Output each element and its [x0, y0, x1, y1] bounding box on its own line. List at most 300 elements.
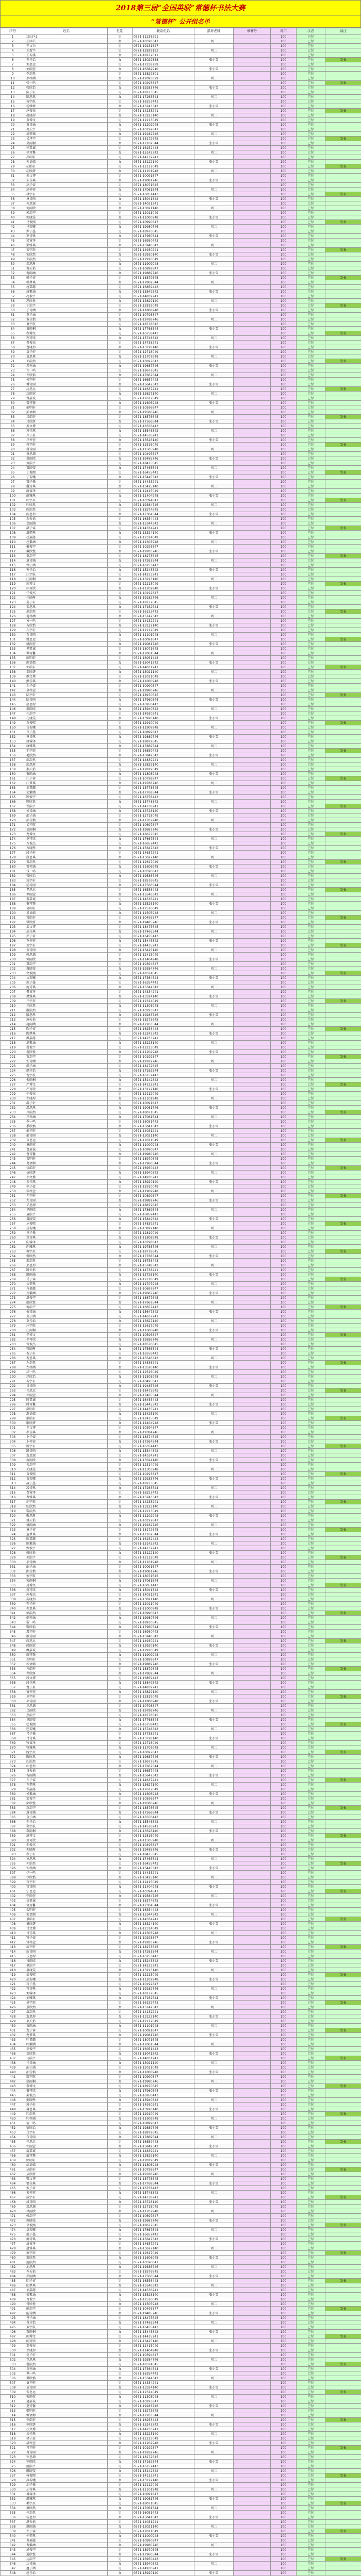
- cell-gender: 男: [108, 2297, 133, 2302]
- cell-status: 已付: [297, 716, 325, 721]
- cell-coach: [194, 489, 234, 494]
- table-row: [1, 1797, 361, 1801]
- table-row: [1, 1444, 361, 1449]
- roster-body: [1, 35, 361, 2576]
- cell-entry-no: [234, 1834, 271, 1838]
- cell-coach: [194, 2288, 234, 2293]
- cell-gender: 男: [108, 739, 133, 744]
- cell-gender: 男: [108, 1157, 133, 1161]
- table-row: [1, 633, 361, 637]
- cell-fee: 100: [271, 1579, 297, 1583]
- cell-phone: 0571-13829140: [133, 1226, 194, 1231]
- cell-phone: 0571-19283746: [133, 549, 194, 554]
- cell-no: 9: [1, 72, 25, 76]
- cell-phone: 0571-14930241: [133, 711, 194, 716]
- cell-no: 111: [1, 545, 25, 549]
- cell-remark: [325, 531, 361, 535]
- cell-phone: 0571-16556443: [133, 424, 194, 429]
- cell-gender: 女: [108, 1180, 133, 1184]
- cell-phone: 0571-15546342: [133, 1820, 194, 1824]
- cell-fee: 100: [271, 651, 297, 656]
- cell-entry-no: [234, 651, 271, 656]
- cell-gender: 男: [108, 2121, 133, 2126]
- cell-gender: 男: [108, 2242, 133, 2246]
- table-row: [1, 1848, 361, 1852]
- table-row: [1, 2107, 361, 2112]
- cell-coach: [194, 1852, 234, 1857]
- cell-gender: 女: [108, 596, 133, 600]
- cell-no: 75: [1, 378, 25, 382]
- cell-no: 49: [1, 257, 25, 262]
- cell-name: 路雨涵: [25, 1273, 108, 1277]
- table-row: [1, 2205, 361, 2209]
- cell-coach: [194, 1945, 234, 1950]
- cell-gender: 女: [108, 466, 133, 470]
- cell-fee: 100: [271, 744, 297, 749]
- cell-name: 贺诗雨: [25, 948, 108, 953]
- cell-phone: 0571-10394847: [133, 962, 194, 967]
- cell-status: 已付: [297, 1129, 325, 1133]
- cell-coach: [194, 1797, 234, 1801]
- cell-entry-no: [234, 1319, 271, 1324]
- table-row: [1, 322, 361, 327]
- cell-coach: [194, 201, 234, 206]
- cell-entry-no: [234, 609, 271, 614]
- cell-status: 已付: [297, 1806, 325, 1810]
- cell-coach: [194, 1880, 234, 1885]
- cell-name: 李梓涵: [25, 76, 108, 81]
- cell-gender: 男: [108, 1342, 133, 1347]
- table-row: [1, 2177, 361, 2181]
- cell-phone: 0571-19384746: [133, 967, 194, 971]
- cell-name: 乌雨欣: [25, 1708, 108, 1713]
- cell-name: 暴欣妍: [25, 1922, 108, 1926]
- cell-gender: 男: [108, 2056, 133, 2061]
- cell-gender: 女: [108, 2024, 133, 2028]
- cell-coach: 张小雪: [194, 1903, 234, 1908]
- cell-no: 27: [1, 155, 25, 160]
- roster-table: [0, 28, 361, 2576]
- cell-name: 印梓涵: [25, 2116, 108, 2121]
- cell-name: 陆诗雨: [25, 698, 108, 702]
- cell-fee: 100: [271, 197, 297, 201]
- cell-fee: 100: [271, 2191, 297, 2195]
- cell-name: 高子豪: [25, 183, 108, 188]
- cell-entry-no: [234, 2191, 271, 2195]
- cell-name: 易语嫣: [25, 911, 108, 916]
- cell-name: 厉宇轩: [25, 1945, 108, 1950]
- cell-phone: 0571-17263544: [133, 95, 194, 99]
- cell-no: 5: [1, 53, 25, 58]
- cell-status: 已付: [297, 257, 325, 262]
- cell-remark: 发表: [325, 2140, 361, 2144]
- table-row: [1, 1699, 361, 1704]
- cell-phone: 0571-13122140: [133, 623, 194, 628]
- cell-phone: 0571-18273645: [133, 90, 194, 95]
- cell-fee: 100: [271, 1092, 297, 1096]
- cell-fee: 100: [271, 322, 297, 327]
- cell-name: 傅宇轩: [25, 378, 108, 382]
- table-row: [1, 197, 361, 201]
- cell-remark: 发表: [325, 1694, 361, 1699]
- cell-remark: [325, 1189, 361, 1194]
- cell-phone: 0571-13627140: [133, 1783, 194, 1787]
- cell-entry-no: [234, 1987, 271, 1991]
- cell-coach: [194, 2325, 234, 2330]
- cell-status: 已付: [297, 443, 325, 447]
- cell-phone: 0571-19980746: [133, 1616, 194, 1620]
- cell-name: 耿皓轩: [25, 1416, 108, 1421]
- cell-remark: 发表: [325, 1583, 361, 1588]
- cell-gender: 男: [108, 62, 133, 67]
- table-row: [1, 290, 361, 294]
- cell-gender: 女: [108, 392, 133, 396]
- cell-status: 已付: [297, 48, 325, 53]
- cell-no: 70: [1, 354, 25, 359]
- cell-name: 巴若曦: [25, 1727, 108, 1732]
- cell-coach: [194, 563, 234, 568]
- table-row: [1, 118, 361, 123]
- cell-phone: 0571-17263544: [133, 1486, 194, 1490]
- cell-name: 安诗涵: [25, 1059, 108, 1064]
- cell-remark: 发表: [325, 860, 361, 865]
- cell-coach: [194, 962, 234, 967]
- table-row: [1, 2274, 361, 2279]
- cell-status: 已付: [297, 322, 325, 327]
- cell-entry-no: [234, 2242, 271, 2246]
- cell-coach: [194, 730, 234, 735]
- cell-fee: 100: [271, 1212, 297, 1217]
- cell-name: 崔子墨: [25, 730, 108, 735]
- cell-phone: 0571-15445342: [133, 2330, 194, 2334]
- cell-no: 104: [1, 512, 25, 517]
- cell-no: 29: [1, 164, 25, 169]
- cell-phone: 0571-13920140: [133, 252, 194, 257]
- table-row: [1, 1421, 361, 1426]
- cell-remark: [325, 2311, 361, 2316]
- cell-fee: 100: [271, 2288, 297, 2293]
- cell-remark: [325, 317, 361, 322]
- cell-fee: 100: [271, 1231, 297, 1235]
- cell-coach: 张小雪: [194, 1365, 234, 1370]
- cell-fee: 100: [271, 591, 297, 596]
- cell-phone: 0571-10899847: [133, 730, 194, 735]
- cell-gender: 女: [108, 605, 133, 609]
- cell-entry-no: [234, 1222, 271, 1226]
- cell-name: 赖浩宇: [25, 2214, 108, 2218]
- cell-status: 已付: [297, 62, 325, 67]
- cell-coach: 刘二: [194, 1041, 234, 1045]
- cell-phone: 0571-11000948: [133, 2070, 194, 2075]
- cell-remark: 发表: [325, 1861, 361, 1866]
- cell-name: 韦文博: [25, 1175, 108, 1180]
- cell-no: 495: [1, 2325, 25, 2330]
- cell-coach: 刘二: [194, 781, 234, 786]
- cell-status: 已付: [297, 2019, 325, 2024]
- cell-no: 334: [1, 1579, 25, 1583]
- cell-entry-no: [234, 897, 271, 902]
- cell-name: 冯俊宇: [25, 294, 108, 299]
- cell-remark: [325, 2079, 361, 2084]
- cell-fee: 100: [271, 354, 297, 359]
- cell-phone: 0571-13425140: [133, 1412, 194, 1416]
- cell-gender: 女: [108, 1087, 133, 1092]
- cell-coach: [194, 1324, 234, 1328]
- cell-phone: 0571-19687746: [133, 827, 194, 832]
- cell-no: 392: [1, 1848, 25, 1852]
- cell-coach: [194, 1240, 234, 1245]
- cell-fee: 100: [271, 2232, 297, 2237]
- cell-entry-no: [234, 2237, 271, 2242]
- table-row: [1, 410, 361, 415]
- cell-fee: 100: [271, 387, 297, 392]
- cell-gender: 女: [108, 373, 133, 378]
- cell-status: 已付: [297, 985, 325, 990]
- cell-name: 暴皓轩: [25, 1917, 108, 1922]
- cell-phone: 0571-17465544: [133, 929, 194, 934]
- cell-status: 已付: [297, 665, 325, 670]
- cell-fee: 100: [271, 1546, 297, 1551]
- cell-name: 赖晓雯: [25, 2218, 108, 2223]
- cell-no: 1: [1, 35, 25, 39]
- cell-remark: [325, 841, 361, 846]
- cell-gender: 男: [108, 183, 133, 188]
- cell-fee: 100: [271, 2126, 297, 2130]
- cell-no: 311: [1, 1472, 25, 1477]
- table-row: [1, 735, 361, 739]
- cell-coach: [194, 1268, 234, 1273]
- cell-coach: [194, 331, 234, 336]
- cell-coach: [194, 814, 234, 818]
- cell-status: 已付: [297, 1370, 325, 1375]
- cell-name: 刘思远: [25, 62, 108, 67]
- cell-gender: 女: [108, 577, 133, 582]
- cell-entry-no: [234, 1639, 271, 1643]
- cell-entry-no: [234, 461, 271, 466]
- cell-status: 已付: [297, 1449, 325, 1453]
- table-row: [1, 396, 361, 401]
- cell-name: 阴子睿: [25, 2279, 108, 2283]
- cell-gender: 男: [108, 405, 133, 410]
- cell-gender: 男: [108, 980, 133, 985]
- cell-phone: 0571-17960544: [133, 234, 194, 239]
- cell-name: 隗欣然: [25, 1755, 108, 1759]
- cell-gender: 女: [108, 252, 133, 257]
- cell-coach: [194, 1667, 234, 1671]
- cell-no: 12: [1, 86, 25, 90]
- table-row: [1, 1022, 361, 1027]
- table-row: [1, 1792, 361, 1797]
- cell-name: 薛睿泽: [25, 489, 108, 494]
- cell-status: 已付: [297, 373, 325, 378]
- cell-status: 已付: [297, 1829, 325, 1834]
- cell-phone: 0571-16051443: [133, 1120, 194, 1124]
- cell-remark: [325, 35, 361, 39]
- cell-no: 101: [1, 498, 25, 503]
- cell-gender: 男: [108, 1759, 133, 1764]
- cell-entry-no: [234, 563, 271, 568]
- cell-phone: 0571-18576645: [133, 878, 194, 883]
- cell-remark: [325, 730, 361, 735]
- cell-name: 凌子墨: [25, 1481, 108, 1486]
- cell-entry-no: [234, 1657, 271, 1662]
- cell-entry-no: [234, 688, 271, 693]
- cell-no: 309: [1, 1463, 25, 1467]
- cell-name: 蓬浩宇: [25, 1806, 108, 1810]
- cell-no: 447: [1, 2103, 25, 2107]
- cell-coach: 张小雪: [194, 1514, 234, 1518]
- cell-gender: 男: [108, 1518, 133, 1523]
- cell-no: 145: [1, 702, 25, 707]
- cell-no: 313: [1, 1481, 25, 1486]
- cell-entry-no: [234, 387, 271, 392]
- cell-status: 已付: [297, 317, 325, 322]
- cell-remark: [325, 201, 361, 206]
- cell-name: 温思琪: [25, 1106, 108, 1110]
- cell-gender: 女: [108, 2293, 133, 2297]
- cell-no: 376: [1, 1773, 25, 1778]
- cell-no: 430: [1, 2024, 25, 2028]
- cell-name: 庄宇航: [25, 1324, 108, 1328]
- cell-entry-no: [234, 1384, 271, 1388]
- cell-status: 已付: [297, 452, 325, 456]
- cell-name: 阎思彤: [25, 512, 108, 517]
- table-row: [1, 1973, 361, 1977]
- cell-gender: 男: [108, 2177, 133, 2181]
- cell-remark: [325, 920, 361, 925]
- cell-no: 438: [1, 2061, 25, 2065]
- table-row: [1, 150, 361, 155]
- cell-gender: 男: [108, 211, 133, 215]
- cell-status: 已付: [297, 1982, 325, 1987]
- table-row: [1, 929, 361, 934]
- cell-remark: [325, 577, 361, 582]
- table-row: [1, 1504, 361, 1509]
- cell-name: 左梓涵: [25, 1365, 108, 1370]
- table-row: [1, 1500, 361, 1504]
- cell-gender: 男: [108, 563, 133, 568]
- cell-no: 175: [1, 841, 25, 846]
- cell-phone: 0571-10798847: [133, 776, 194, 781]
- cell-name: 赖雨欣: [25, 957, 108, 962]
- cell-no: 349: [1, 1648, 25, 1653]
- cell-gender: 男: [108, 2158, 133, 2163]
- cell-phone: 0571-12314049: [133, 535, 194, 540]
- cell-remark: [325, 572, 361, 577]
- cell-gender: 女: [108, 197, 133, 201]
- cell-coach: [194, 1537, 234, 1541]
- cell-name: 家雨桐: [25, 1579, 108, 1583]
- cell-phone: 0571-18677645: [133, 1296, 194, 1300]
- cell-gender: 男: [108, 665, 133, 670]
- cell-remark: [325, 141, 361, 146]
- cell-remark: [325, 2191, 361, 2195]
- cell-gender: 男: [108, 1027, 133, 1031]
- table-row: [1, 1152, 361, 1157]
- cell-phone: 0571-17566544: [133, 1810, 194, 1815]
- cell-entry-no: [234, 1769, 271, 1773]
- cell-entry-no: [234, 1611, 271, 1616]
- cell-remark: [325, 1453, 361, 1458]
- cell-fee: 100: [271, 1138, 297, 1143]
- cell-name: 任晓彤: [25, 596, 108, 600]
- cell-remark: [325, 1430, 361, 1435]
- cell-coach: [194, 2001, 234, 2005]
- cell-coach: 刘二: [194, 392, 234, 396]
- cell-remark: [325, 364, 361, 368]
- cell-phone: 0571-12213049: [133, 118, 194, 123]
- cell-no: 18: [1, 113, 25, 118]
- table-row: [1, 95, 361, 99]
- cell-phone: 0571-16859443: [133, 2140, 194, 2144]
- cell-fee: 100: [271, 1797, 297, 1801]
- cell-entry-no: [234, 1880, 271, 1885]
- cell-coach: [194, 1546, 234, 1551]
- table-row: [1, 280, 361, 285]
- table-row: [1, 1439, 361, 1444]
- cell-status: 已付: [297, 141, 325, 146]
- cell-fee: 100: [271, 804, 297, 809]
- table-row: [1, 1356, 361, 1361]
- table-row: [1, 1718, 361, 1722]
- cell-status: 已付: [297, 651, 325, 656]
- cell-name: 牧睿泽: [25, 1741, 108, 1745]
- cell-no: 316: [1, 1495, 25, 1500]
- cell-fee: 100: [271, 767, 297, 772]
- cell-entry-no: [234, 1950, 271, 1954]
- cell-name: 沈雨萱: [25, 392, 108, 396]
- cell-status: 已付: [297, 2334, 325, 2339]
- cell-remark: [325, 1569, 361, 1574]
- table-row: [1, 865, 361, 869]
- cell-entry-no: [234, 1008, 271, 1013]
- cell-coach: [194, 1333, 234, 1337]
- cell-no: 346: [1, 1634, 25, 1639]
- cell-status: 已付: [297, 762, 325, 767]
- cell-remark: [325, 1991, 361, 1996]
- table-row: [1, 164, 361, 169]
- cell-remark: 发表: [325, 81, 361, 86]
- cell-name: 彭语嫣: [25, 410, 108, 415]
- table-row: [1, 53, 361, 58]
- cell-entry-no: [234, 558, 271, 563]
- cell-coach: 张小雪: [194, 1792, 234, 1797]
- cell-status: 已付: [297, 1435, 325, 1439]
- cell-fee: 100: [271, 2172, 297, 2177]
- cell-status: 已付: [297, 572, 325, 577]
- cell-fee: 100: [271, 2177, 297, 2181]
- cell-status: 已付: [297, 568, 325, 572]
- cell-no: 257: [1, 1222, 25, 1226]
- cell-remark: [325, 1787, 361, 1792]
- table-row: [1, 586, 361, 591]
- cell-no: 442: [1, 2079, 25, 2084]
- cell-phone: 0571-19384746: [133, 503, 194, 507]
- cell-fee: 100: [271, 1393, 297, 1398]
- cell-name: 伊欣怡: [25, 1875, 108, 1880]
- cell-gender: 男: [108, 359, 133, 364]
- cell-name: 何思源: [25, 201, 108, 206]
- cell-name: 屠雅琪: [25, 2246, 108, 2251]
- cell-coach: 刘二: [194, 280, 234, 285]
- cell-fee: 100: [271, 113, 297, 118]
- cell-phone: 0571-19788746: [133, 781, 194, 786]
- table-row: [1, 1106, 361, 1110]
- cell-no: 251: [1, 1194, 25, 1198]
- cell-remark: 发表: [325, 2056, 361, 2061]
- cell-fee: 100: [271, 2200, 297, 2205]
- cell-no: 475: [1, 2232, 25, 2237]
